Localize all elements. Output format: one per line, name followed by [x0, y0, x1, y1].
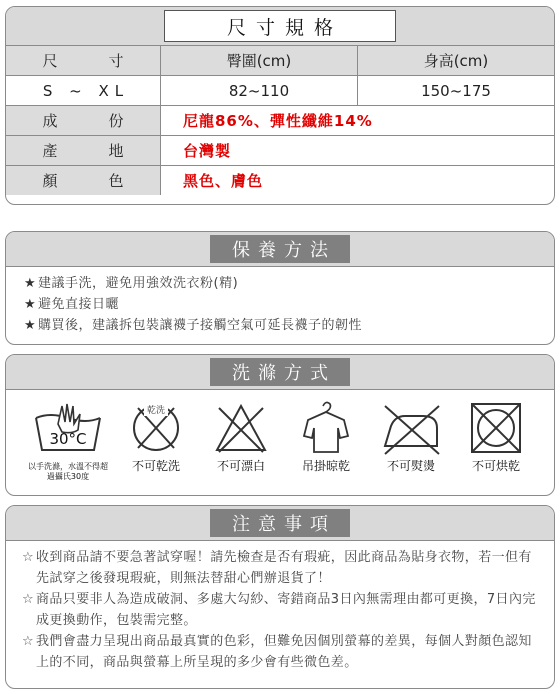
- origin-label: 產 地: [6, 136, 161, 165]
- hang-dry-label: 吊掛晾乾: [301, 459, 350, 473]
- no-dry-clean-icon: [116, 400, 196, 486]
- care-title: 保養方法: [210, 235, 350, 263]
- no-bleach-label: 不可漂白: [216, 459, 265, 473]
- care-list: [6, 267, 554, 336]
- color-label: 顏 色: [6, 166, 161, 195]
- no-dry-clean-label: 不可乾洗: [131, 459, 180, 473]
- list-item: ★ 購買後，建議拆包裝讓襪子接觸空氣可延長襪子的韌性: [24, 315, 554, 336]
- hip-value-cell: 82~110: [161, 76, 358, 105]
- size-table-header-row: [6, 46, 554, 76]
- hand-wash-label: 以手洗滌，水溫不得超過攝氏30度: [28, 462, 108, 481]
- size-label-cell: 尺 寸: [6, 46, 161, 75]
- size-value-row: [6, 76, 554, 106]
- color-value: 黑色、膚色: [183, 172, 264, 190]
- star-outline-icon: ☆: [22, 592, 35, 607]
- no-tumble-dry-label: 不可烘乾: [471, 459, 520, 473]
- origin-value: 台灣製: [183, 142, 232, 160]
- list-item: ★ 建議手洗，避免用強效洗衣粉(精): [24, 273, 554, 294]
- notice-panel: [5, 505, 555, 689]
- star-outline-icon: ☆: [22, 634, 35, 649]
- star-outline-icon: ☆: [22, 550, 35, 565]
- color-row: [6, 166, 554, 195]
- wash-temp: 30°C: [49, 430, 87, 448]
- notice-title: 注意事項: [210, 509, 350, 537]
- wash-title: 洗滌方式: [210, 358, 350, 386]
- list-item: ☆ 收到商品請不要急著試穿喔！請先檢查是否有瑕疵，因此商品為貼身衣物，若一但有先試穿之後發現瑕疵，則無法替甜心們辦退貨了！: [22, 547, 542, 589]
- no-iron-icon: [371, 400, 451, 486]
- star-icon: ★: [24, 276, 37, 291]
- material-value: 尼龍86%、彈性纖維14%: [183, 112, 373, 130]
- list-item: ☆ 我們會盡力呈現出商品最真實的色彩，但難免因個別螢幕的差異，每個人對顏色認知上的不同，商品與螢幕上所呈現的多少會有些微色差。: [22, 631, 542, 673]
- origin-row: [6, 136, 554, 166]
- dry-clean-inner-text: 乾洗: [144, 403, 168, 416]
- no-bleach-icon: [201, 400, 281, 486]
- hang-dry-icon: [286, 400, 366, 486]
- care-panel: [5, 231, 555, 345]
- size-spec-table: [6, 46, 554, 195]
- height-header-cell: 身高(cm): [358, 46, 554, 75]
- height-value-cell: 150~175: [421, 81, 491, 100]
- material-row: [6, 106, 554, 136]
- notice-list: [6, 541, 554, 673]
- wash-icons: [6, 390, 554, 490]
- wash-panel: [5, 354, 555, 496]
- size-spec-panel: [5, 6, 555, 205]
- size-spec-header: [6, 7, 554, 46]
- care-header: [6, 232, 554, 267]
- star-icon: ★: [24, 297, 37, 312]
- notice-header: [6, 506, 554, 541]
- star-icon: ★: [24, 318, 37, 333]
- hip-header-cell: 臀圍(cm): [161, 46, 358, 75]
- size-range-cell: S ~ XL: [6, 76, 161, 105]
- no-tumble-dry-icon: [456, 400, 536, 486]
- material-label: 成 份: [6, 106, 161, 135]
- wash-header: [6, 355, 554, 390]
- list-item: ★ 避免直接日曬: [24, 294, 554, 315]
- size-spec-title: 尺寸規格: [164, 10, 396, 42]
- hand-wash-30-icon: [28, 400, 108, 486]
- list-item: ☆ 商品只要非人為造成破洞、多處大勾紗、寄錯商品3日內無需理由都可更換，7日內完成更換動作，包裝需完整。: [22, 589, 542, 631]
- no-iron-label: 不可熨燙: [386, 459, 435, 473]
